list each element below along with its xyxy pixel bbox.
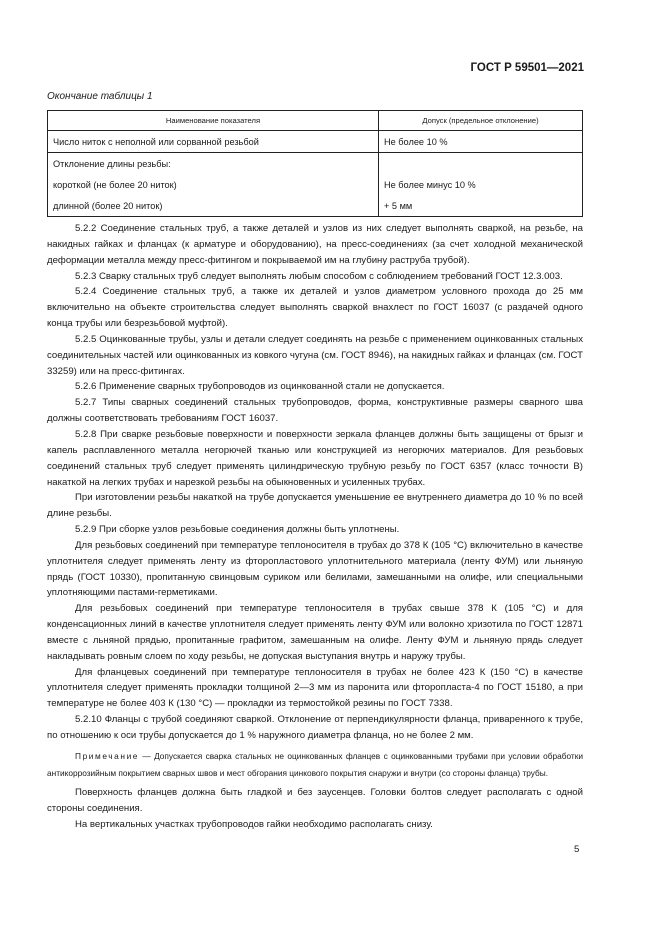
table-row	[48, 131, 583, 153]
page-number: 5	[574, 844, 580, 855]
table-cell: короткой (не более 20 ниток)	[48, 174, 379, 195]
paragraph: 5.2.4 Соединение стальных труб, а также их деталей и узлов диаметром условного прохода до 25 мм включительно на объекте строительства следует выполнять сваркой внахлест по ГОСТ 16037 (с раздачей одного конца трубы или безрезьбовой муфтой).	[47, 286, 583, 330]
paragraph: 5.2.9 При сборке узлов резьбовые соединения должны быть уплотнены.	[75, 524, 400, 536]
paragraph: На вертикальных участках трубопроводов гайки необходимо располагать снизу.	[75, 819, 433, 831]
column-header-tolerance: Допуск (предельное отклонение)	[379, 111, 583, 131]
table-row	[48, 174, 583, 195]
paragraph: 5.2.8 При сварке резьбовые поверхности и поверхности зеркала фланцев должны быть защищены от брызг и капель расплавленного металла негорючей тканью или конструкцией из негорючих материалов. Для резьбовых соединений стальных труб следует применять цилиндрическую трубную резьбу по ГОСТ 6357 (класс точности В) накаткой на легких трубах и нарезкой резьбы на обыкновенных и усиленных трубах.	[47, 428, 583, 488]
table-row	[48, 153, 583, 175]
paragraph: 5.2.3 Сварку стальных труб следует выполнять любым способом с соблюдением требований ГОСТ 12.3.003.	[75, 270, 563, 282]
paragraph: При изготовлении резьбы накаткой на трубе допускается уменьшение ее внутреннего диаметра до 10 % по всей длине резьбы.	[47, 492, 583, 520]
document-number: ГОСТ Р 59501—2021	[470, 62, 584, 74]
paragraph: 5.2.7 Типы сварных соединений стальных трубопроводов, форма, конструктивные размеры сварного шва должны соответствовать требованиям ГОСТ 16037.	[47, 397, 583, 425]
table-cell: + 5 мм	[379, 195, 583, 217]
table-cell	[379, 153, 583, 175]
table-cell: длинной (более 20 ниток)	[48, 195, 379, 217]
paragraph: 5.2.2 Соединение стальных труб, а также деталей и узлов из них следует выполнять сваркой, на резьбе, на накидных гайках и фланцах (к арматуре и оборудованию), на пресс-соединениях (за счет холодной механической деформации металла между пресс-фитингом и покрываемой им на глубину раструба трубой).	[47, 223, 583, 266]
paragraph: Поверхность фланцев должна быть гладкой и без заусенцев. Головки болтов следует располагать с одной стороны соединения.	[47, 787, 583, 815]
paragraph: 5.2.5 Оцинкованные трубы, узлы и детали следует соединять на резьбе с применением оцинкованных стальных соединительных частей или оцинкованных из ковкого чугуна (см. ГОСТ 8946), на накидных гайках и фланцах (см. ГОСТ 33259) или на пресс-фитингах.	[47, 333, 583, 377]
note-text: — Допускается сварка стальных не оцинкованных фланцев с оцинкованными трубами при условии обработки антикоррозийным покрытием сварных швов и мест обгорания цинкового покрытия снаружи и внутри (со стороны фланца) трубы.	[47, 750, 583, 778]
paragraph: Для резьбовых соединений при температуре теплоносителя в трубах до 378 К (105 °С) включительно в качестве уплотнителя следует применять ленту из фторопластового уплотнительного материала (ленту ФУМ) или льняную прядь (ГОСТ 10330), пропитанную свинцовым суриком или белилами, замешанными на олифе, или специальными уплотняющими пастами-герметиками.	[47, 539, 583, 599]
table-cell: Не более 10 %	[379, 131, 583, 153]
table-caption: Окончание таблицы 1	[47, 91, 153, 102]
column-header-parameter: Наименование показателя	[48, 111, 379, 131]
paragraph: 5.2.6 Применение сварных трубопроводов из оцинкованной стали не допускается.	[75, 381, 445, 393]
table-cell: Отклонение длины резьбы:	[48, 153, 379, 175]
note	[47, 748, 583, 782]
body-text	[47, 221, 583, 833]
paragraph: Для фланцевых соединений при температуре теплоносителя в трубах не более 423 К (150 °С) в качестве уплотнителя следует применять прокладки толщиной 2—3 мм из паронита или фторопласта-4 по ГОСТ 15180, а при температуре не более 403 К (130 °С) — прокладки из термостойкой резины по ГОСТ 7338.	[47, 666, 583, 710]
table-cell: Число ниток с неполной или сорванной резьбой	[48, 131, 379, 153]
table-cell: Не более минус 10 %	[379, 174, 583, 195]
paragraph: 5.2.10 Фланцы с трубой соединяют сваркой. Отклонение от перпендикулярности фланца, приваренного к трубе, по отношению к оси трубы допускается до 1 % наружного диаметра фланца, но не более 2 мм.	[47, 714, 583, 741]
paragraph: Для резьбовых соединений при температуре теплоносителя в трубах свыше 378 К (105 °С) и для конденсационных линий в качестве уплотнителя следует применять ленту ФУМ или волокно хризотила по ГОСТ 12871 вместе с льняной прядью, пропитанные графитом, замешанным на олифе. Ленту ФУМ и льняную прядь следует накладывать ровным слоем по ходу резьбы, не допуская выступания внутрь и наружу трубы.	[47, 603, 583, 662]
table-row	[48, 195, 583, 217]
tolerance-table	[47, 110, 583, 217]
note-label: Примечание	[75, 750, 140, 761]
